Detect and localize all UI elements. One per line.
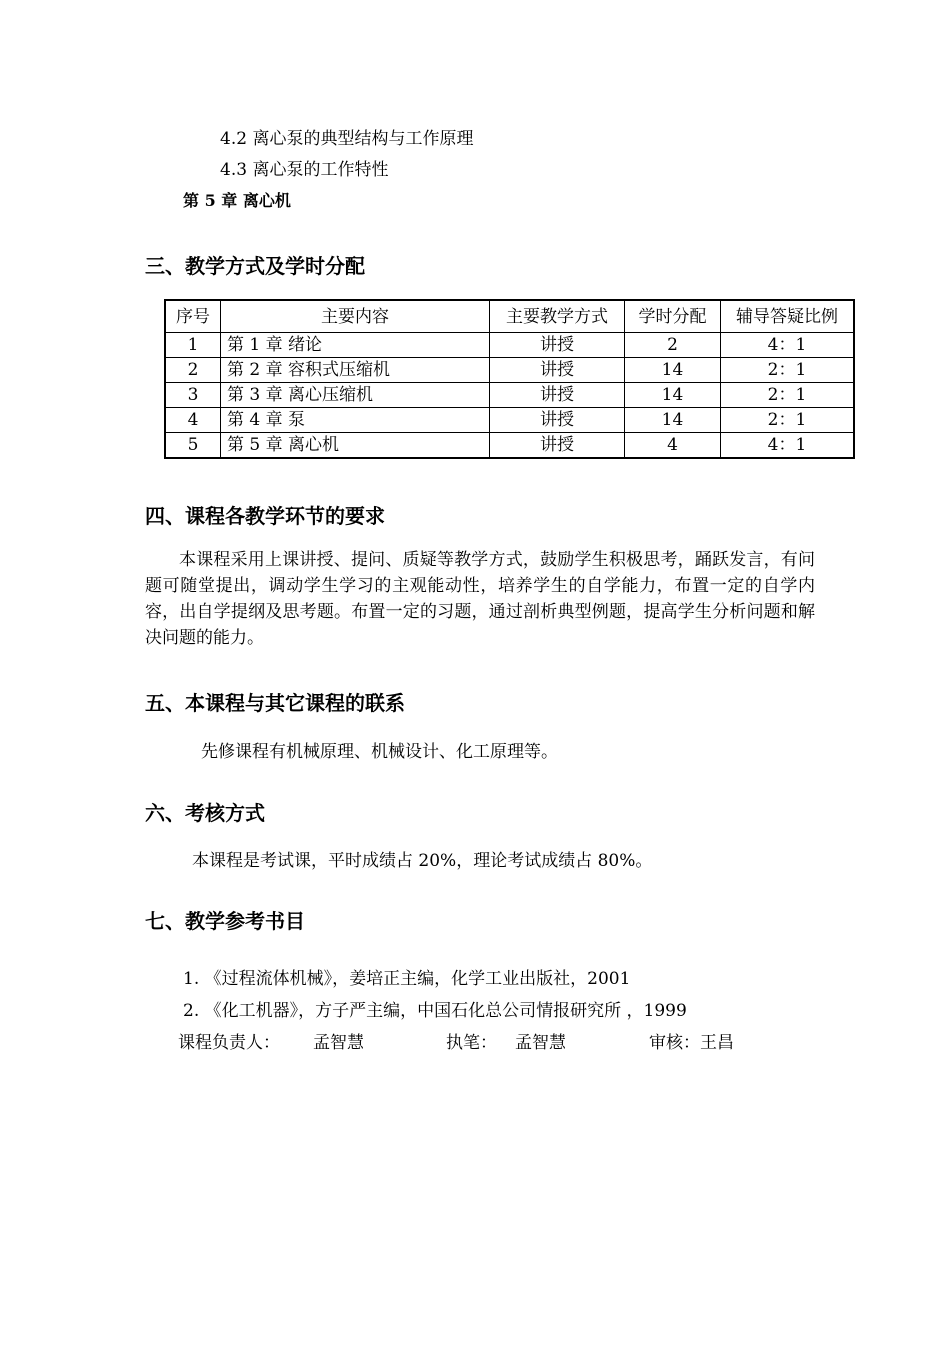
cell-method: 讲授 xyxy=(490,433,625,459)
section-6-body: 本课程是考试课，平时成绩占 20%，理论考试成绩占 80%。 xyxy=(192,851,653,871)
outline-chapter-5: 第 5 章 离心机 xyxy=(183,191,291,210)
table-row xyxy=(165,408,854,433)
cell-ratio: 4：1 xyxy=(721,433,855,459)
signoff-review: 审核：王昌 xyxy=(649,1033,734,1053)
cell-hours: 14 xyxy=(625,383,721,408)
signoff-writer-name: 孟智慧 xyxy=(515,1033,566,1053)
cell-method: 讲授 xyxy=(490,383,625,408)
cell-method: 讲授 xyxy=(490,358,625,383)
cell-index: 2 xyxy=(165,358,221,383)
table-row xyxy=(165,333,854,358)
reference-1: 1. 《过程流体机械》，姜培正主编，化学工业出版社，2001 xyxy=(183,969,631,989)
section-7-title: 七、教学参考书目 xyxy=(145,909,305,933)
cell-hours: 14 xyxy=(625,358,721,383)
cell-content: 第 2 章 容积式压缩机 xyxy=(221,358,490,383)
table-header-row xyxy=(165,300,854,333)
cell-index: 3 xyxy=(165,383,221,408)
cell-hours: 4 xyxy=(625,433,721,459)
section-4-body: 本课程采用上课讲授、提问、质疑等教学方式，鼓励学生积极思考，踊跃发言，有问题可随堂提出，调动学生学习的主观能动性，培养学生的自学能力，布置一定的自学内容，出自学提纲及思考题。布置一定的习题，通过剖析典型例题，提高学生分析问题和解决问题的能力。 xyxy=(145,550,815,648)
header-content: 主要内容 xyxy=(221,300,490,333)
cell-ratio: 4：1 xyxy=(721,333,855,358)
section-5-body: 先修课程有机械原理、机械设计、化工原理等。 xyxy=(201,742,558,762)
table-row xyxy=(165,433,854,459)
cell-index: 1 xyxy=(165,333,221,358)
section-5-title: 五、本课程与其它课程的联系 xyxy=(145,691,405,715)
cell-hours: 14 xyxy=(625,408,721,433)
cell-content: 第 3 章 离心压缩机 xyxy=(221,383,490,408)
cell-hours: 2 xyxy=(625,333,721,358)
cell-index: 4 xyxy=(165,408,221,433)
signoff-lead-name: 孟智慧 xyxy=(313,1033,364,1053)
table-row xyxy=(165,383,854,408)
cell-index: 5 xyxy=(165,433,221,459)
table-row xyxy=(165,358,854,383)
signoff-lead-label: 课程负责人： xyxy=(178,1033,280,1053)
header-hours: 学时分配 xyxy=(625,300,721,333)
cell-ratio: 2：1 xyxy=(721,358,855,383)
cell-ratio: 2：1 xyxy=(721,383,855,408)
section-4-title: 四、课程各教学环节的要求 xyxy=(145,504,385,528)
section-6-title: 六、考核方式 xyxy=(145,801,265,825)
outline-item-4-2: 4.2 离心泵的典型结构与工作原理 xyxy=(220,129,474,149)
outline-item-4-3: 4.3 离心泵的工作特性 xyxy=(220,160,389,180)
cell-method: 讲授 xyxy=(490,333,625,358)
cell-content: 第 1 章 绪论 xyxy=(221,333,490,358)
cell-ratio: 2：1 xyxy=(721,408,855,433)
schedule-table xyxy=(164,299,855,459)
cell-content: 第 5 章 离心机 xyxy=(221,433,490,459)
signoff-writer-label: 执笔： xyxy=(446,1033,497,1053)
header-index: 序号 xyxy=(165,300,221,333)
header-method: 主要教学方式 xyxy=(490,300,625,333)
cell-content: 第 4 章 泵 xyxy=(221,408,490,433)
header-ratio: 辅导答疑比例 xyxy=(721,300,855,333)
section-3-title: 三、教学方式及学时分配 xyxy=(145,254,365,278)
reference-2: 2. 《化工机器》，方子严主编，中国石化总公司情报研究所 ，1999 xyxy=(183,1001,687,1021)
cell-method: 讲授 xyxy=(490,408,625,433)
